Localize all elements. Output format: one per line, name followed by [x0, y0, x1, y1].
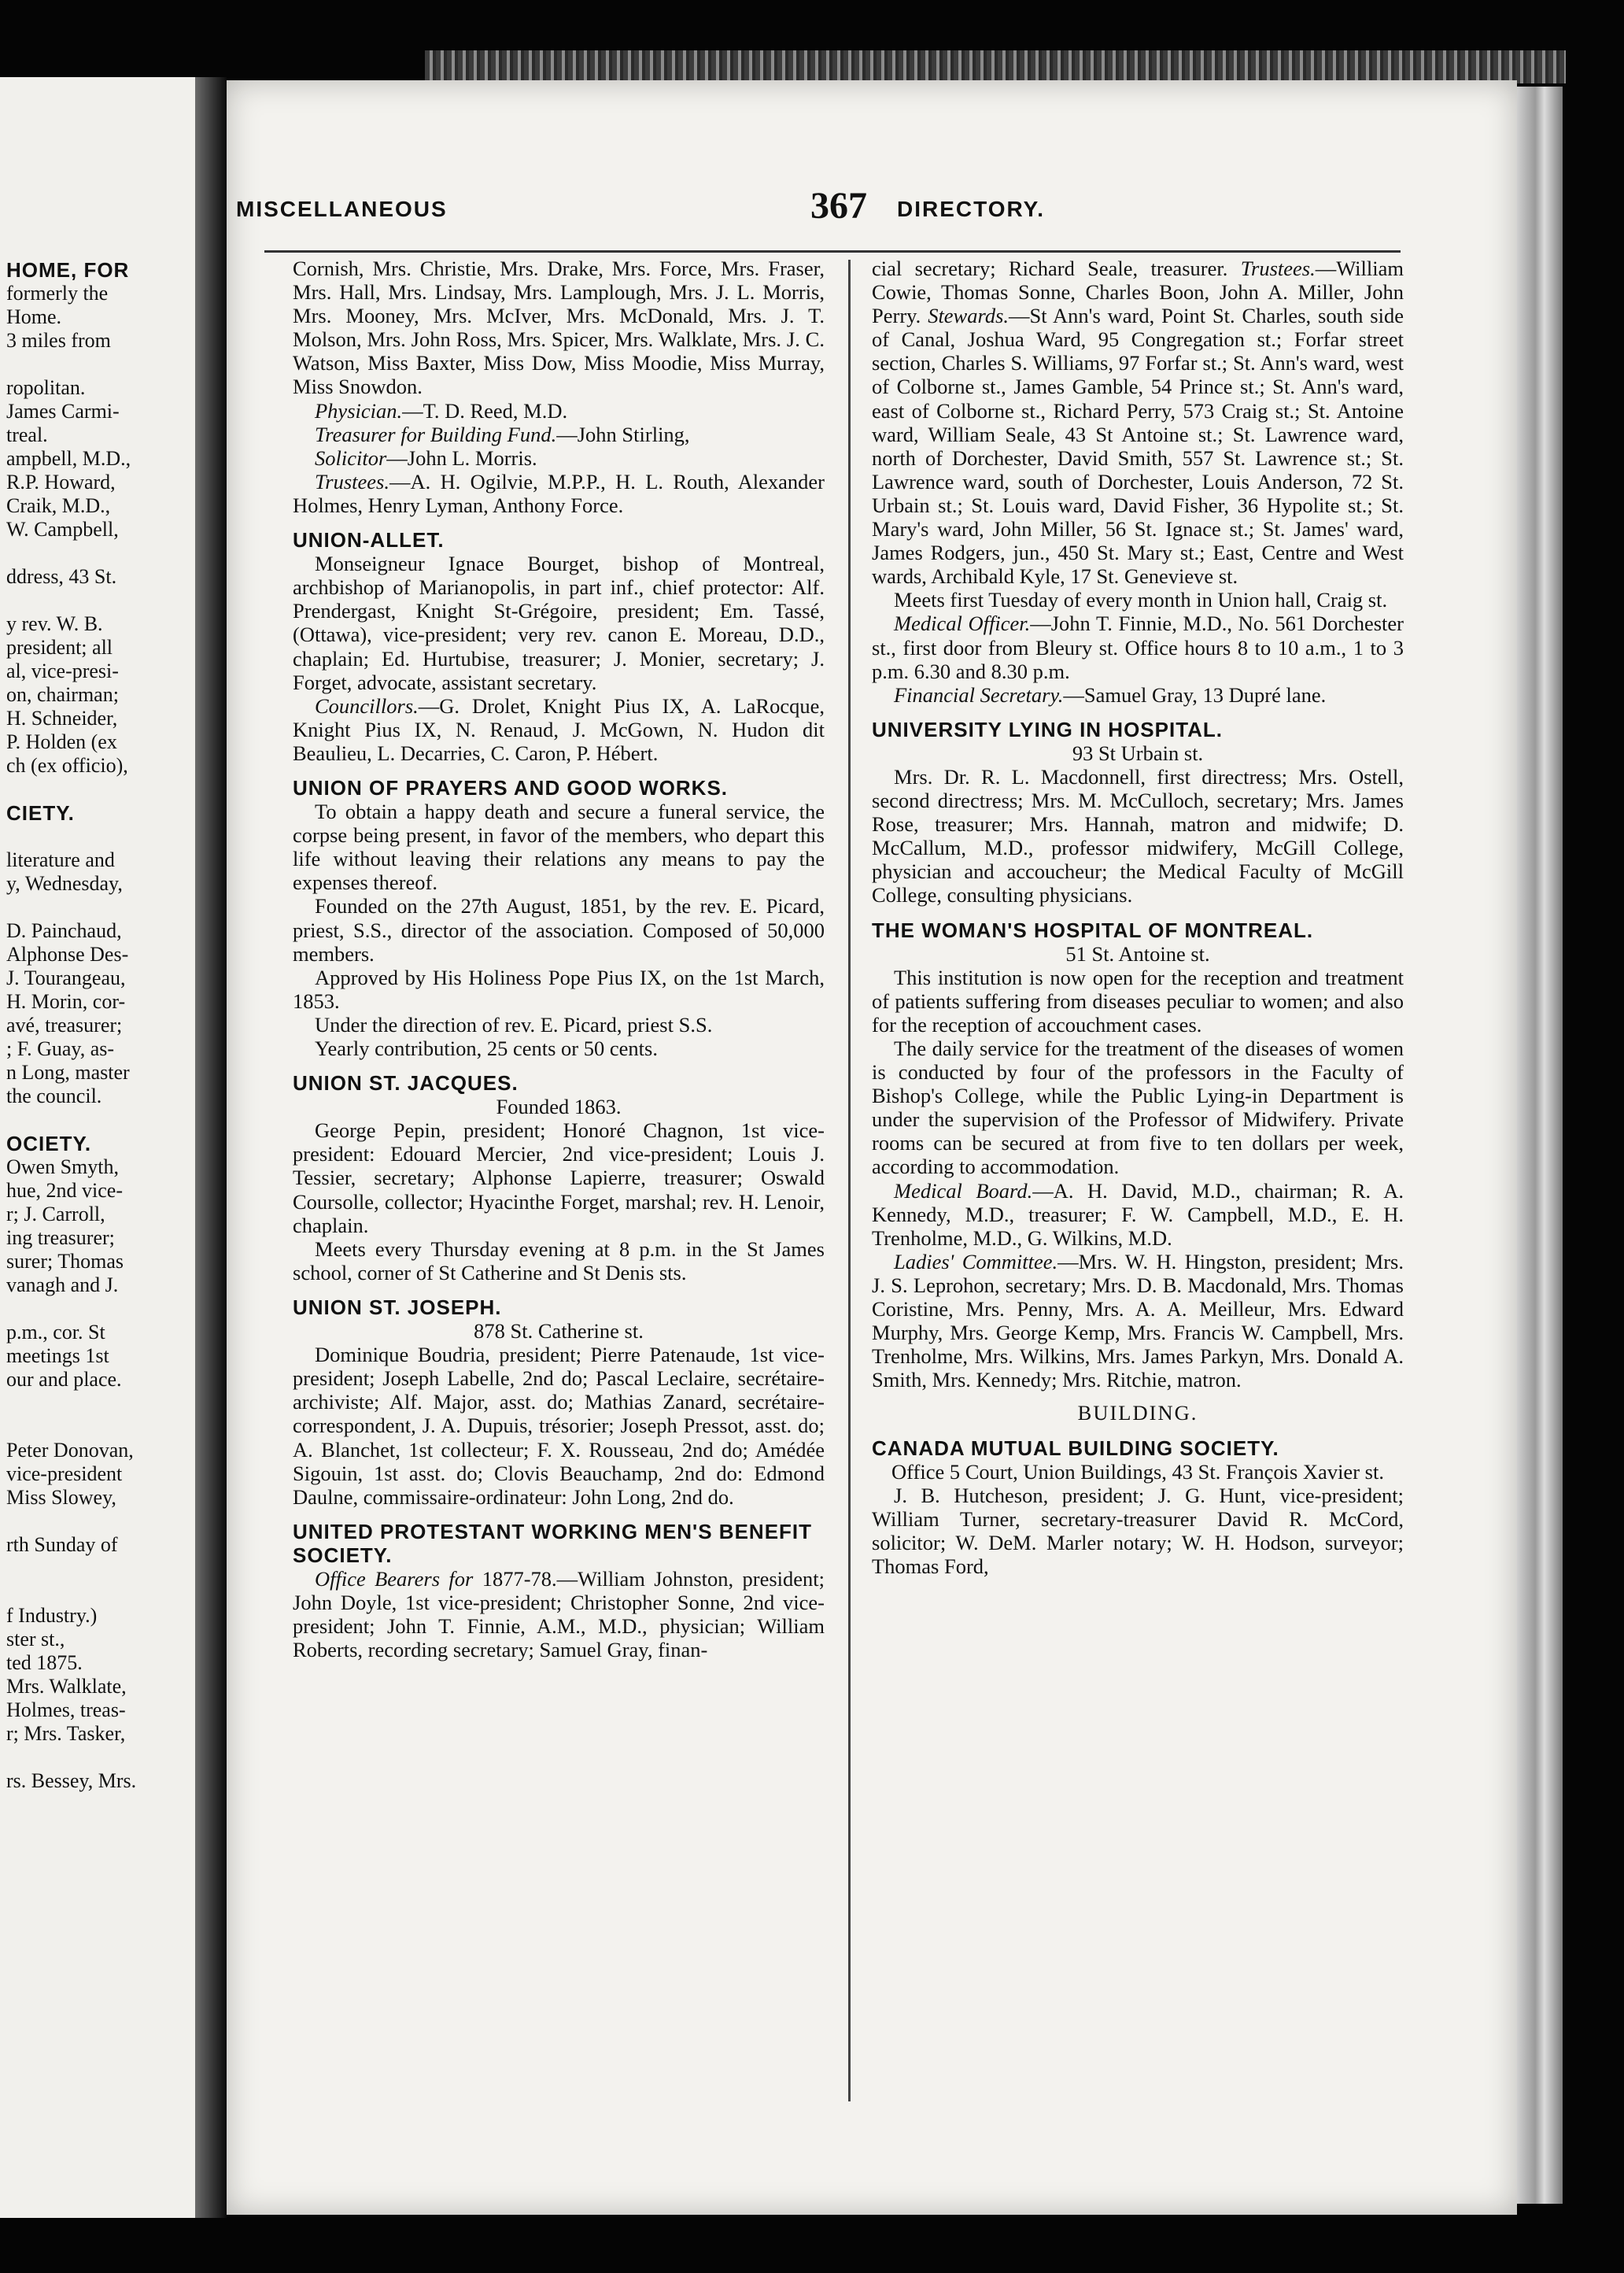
left-page-line: Alphonse Des-: [6, 943, 129, 966]
entry-label: Financial Secretary.: [894, 682, 1064, 707]
entry-value: —A. H. David, M.D., chairman; R. A. Kennedy, M.D., treasurer; F. W. Campbell, M.D., E. H. Trenholme, M.D., G. Wilkins, M.D.: [872, 1178, 1404, 1250]
page-edge-top: [425, 50, 1566, 83]
left-page-line: ster st.,: [6, 1628, 65, 1650]
left-page-line: surer; Thomas: [6, 1250, 124, 1273]
left-page-line: ampbell, M.D.,: [6, 447, 131, 470]
left-page-line: Owen Smyth,: [6, 1155, 119, 1178]
left-page-line: ing treasurer;: [6, 1226, 115, 1249]
entry-text: [872, 612, 1404, 682]
section-heading: UNION ST. JOSEPH.: [293, 1295, 502, 1319]
left-page-line: CIETY.: [6, 801, 75, 825]
entry-text: This institution is now open for the reception and treatment of patients suffering from diseases peculiar to women; and also for the reception of accouchment cases.: [872, 965, 1404, 1037]
left-page-line: president; all: [6, 636, 113, 659]
entry-value: —T. D. Reed, M.D.: [402, 398, 568, 423]
entry-value: cial secretary; Richard Seale, treasurer.: [872, 257, 1241, 280]
section-heading: UNION-ALLET.: [293, 528, 445, 553]
entry-value: 1877-78.—William Johnston, president; John Doyle, 1st vice-president; Christopher Sonne, 2nd vice-president; John T. Finnie, A.M., M.D., physician; William Roberts, recording secretary; Samuel Gray, finan-: [293, 1566, 825, 1662]
entry-text: Founded on the 27th August, 1851, by the rev. E. Picard, priest, S.S., director of the association. Composed of 50,000 members.: [293, 894, 825, 966]
left-page-line: rs. Bessey, Mrs.: [6, 1769, 137, 1792]
left-page-line: [6, 1746, 195, 1769]
left-page-line: the council.: [6, 1085, 102, 1107]
left-page-line: on, chairman;: [6, 683, 119, 706]
left-page-line: [6, 353, 195, 376]
left-page-line: vice-president: [6, 1462, 123, 1485]
entry-value: —John T. Finnie, M.D., No. 561 Dorchester st., first door from Bleury st. Office hours 8 to 10 a.m., 1 to 3 p.m. 6.30 and 8.30 p.m.: [872, 612, 1404, 683]
entry-label: Trustees.: [315, 469, 389, 493]
entry-label: Solicitor: [315, 445, 387, 470]
left-page-line: formerly the: [6, 282, 109, 305]
entry-text: Meets every Thursday evening at 8 p.m. in the St James school, corner of St Catherine and St Denis sts.: [293, 1236, 825, 1284]
left-page-line: [6, 778, 195, 801]
left-page-text: [6, 258, 195, 1793]
left-page-line: y, Wednesday,: [6, 872, 123, 895]
left-page-line: [6, 896, 195, 919]
entry-label: Councillors.: [315, 693, 419, 718]
section-heading: UNIVERSITY LYING IN HOSPITAL.: [872, 717, 1224, 741]
left-page-line: J. Tourangeau,: [6, 966, 126, 989]
left-page-line: [6, 589, 195, 612]
column-divider: [848, 260, 851, 2101]
left-page-line: vanagh and J.: [6, 1273, 119, 1296]
left-page-line: Miss Slowey,: [6, 1486, 116, 1509]
entry-label: Stewards.: [928, 304, 1009, 328]
entry-text: [872, 1250, 1404, 1392]
left-page-line: D. Painchaud,: [6, 919, 122, 942]
entry-label: Physician.: [315, 398, 403, 423]
left-page-line: al, vice-presi-: [6, 660, 119, 682]
entry-label: Medical Officer.: [894, 612, 1031, 636]
left-page-line: f Industry.): [6, 1604, 98, 1627]
section-heading: UNITED PROTESTANT WORKING MEN'S BENEFIT SOCIETY.: [293, 1519, 813, 1567]
entry-text: [293, 399, 825, 423]
left-page-line: Mrs. Walklate,: [6, 1675, 127, 1698]
left-page-line: [6, 825, 195, 848]
left-page-line: [6, 1510, 195, 1533]
entry-text: [293, 423, 825, 446]
left-page-line: ch (ex officio),: [6, 754, 128, 777]
entry-label: Office Bearers for: [315, 1566, 474, 1591]
left-page-line: avé, treasurer;: [6, 1014, 123, 1037]
entry-label: Medical Board.: [894, 1178, 1033, 1203]
page-edge-right: [1517, 87, 1563, 2204]
left-page-line: y rev. W. B.: [6, 612, 103, 635]
left-page-line: [6, 1557, 195, 1580]
left-page-line: ; F. Guay, as-: [6, 1037, 115, 1060]
running-header: [236, 186, 1416, 233]
entry-value: —A. H. Ogilvie, M.P.P., H. L. Routh, Alexander Holmes, Henry Lyman, Anthony Force.: [293, 469, 825, 517]
left-page-line: [6, 541, 195, 565]
header-left-word: MISCELLANEOUS: [236, 197, 448, 221]
column-right: [872, 257, 1404, 1578]
entry-text: J. B. Hutcheson, president; J. G. Hunt, vice-president; William Turner, secretary-treasurer David R. McCord, solicitor; W. DeM. Marler notary; W. H. Hodson, surveyor; Thomas Ford,: [872, 1483, 1404, 1578]
left-page-line: W. Campbell,: [6, 518, 119, 541]
entry-text: [293, 446, 825, 470]
entry-value: —St Ann's ward, Point St. Charles, south side of Canal, Joshua Ward, 95 Congregation st.; Forfar street section, Charles S. Williams, 97 Forfar st.; St. Ann's ward, west of Colborne st., James Gamble, 54 Prince st.; St. Ann's ward, east of Colborne st., Richard Perry, 573 Craig st.; St. Antoine ward, William Seale, 43 St Antoine st.; St. Lawrence ward, north of Dorchester, David Smith, 557 St. Lawrence st.; St. Lawrence ward, south of Dorchester, Louis Anderson, 72 St. Urbain st.; St. Louis ward, David Fisher, 36 Hypolite st.; St. Mary's ward, John Miller, 56 St. Ignace st.; St. James' ward, James Rodgers, jun., 450 St. Mary st.; East, Centre and West wards, Archibald Kyle, 17 St. Genevieve st.: [872, 304, 1404, 589]
entry-text: [872, 683, 1404, 707]
entry-value: —John L. Morris.: [386, 445, 537, 470]
entry-text: Meets first Tuesday of every month in Union hall, Craig st.: [894, 588, 1388, 612]
left-page-line: meetings 1st: [6, 1344, 109, 1367]
entry-address: 51 St. Antoine st.: [1065, 941, 1210, 966]
left-page-line: Home.: [6, 305, 62, 328]
left-page-line: ted 1875.: [6, 1651, 83, 1674]
section-heading: UNION OF PRAYERS AND GOOD WORKS.: [293, 775, 729, 800]
left-page-line: H. Morin, cor-: [6, 990, 126, 1013]
entry-label: Ladies' Committee.: [894, 1249, 1058, 1273]
entry-label: Treasurer for Building Fund.: [315, 422, 557, 446]
category-heading: BUILDING.: [1077, 1401, 1198, 1425]
entry-text: Monseigneur Ignace Bourget, bishop of Montreal, archbishop of Marianopolis, in part inf., chief protector: Alf. Prendergast, Knight St-Grégoire, president; Em. Tassé, (Ottawa), vice-president; very rev. canon E. Moreau, D.D., chaplain; Ed. Hurtubise, treasurer; J. Monier, secretary; J. Forget, advocate, assistant secretary.: [293, 552, 825, 694]
left-page-line: ddress, 43 St.: [6, 565, 117, 588]
page-number: 367: [810, 185, 867, 227]
left-page-line: HOME, FOR: [6, 258, 130, 282]
entry-address: 93 St Urbain st.: [1072, 741, 1204, 765]
left-page-line: OCIETY.: [6, 1132, 92, 1155]
entry-value: —John Stirling,: [556, 422, 690, 446]
left-page-line: [6, 1297, 195, 1321]
left-page-line: James Carmi-: [6, 400, 120, 423]
left-page-line: r; Mrs. Tasker,: [6, 1722, 126, 1745]
entry-text: Cornish, Mrs. Christie, Mrs. Drake, Mrs. Force, Mrs. Fraser, Mrs. Hall, Mrs. Lindsay, Mrs. Lamplough, Mrs. J. L. Morris, Mrs. Mooney, Mrs. McIver, Mrs. McDonald, Mrs. J. T. Molson, Mrs. John Ross, Mrs. Spicer, Mrs. Walklate, Mrs. J. C. Watson, Miss Baxter, Miss Dow, Miss Moodie, Miss Murray, Miss Snowdon.: [293, 257, 825, 399]
entry-text: [293, 694, 825, 765]
left-page-line: p.m., cor. St: [6, 1321, 105, 1343]
entry-value: —Samuel Gray, 13 Dupré lane.: [1063, 682, 1327, 707]
entry-text: Mrs. Dr. R. L. Macdonnell, first directress; Mrs. Ostell, second directress; Mrs. M. McCulloch, secretary; Mrs. James Rose, treasurer; Mrs. Hannah, matron and midwife; D. McCallum, M.D., professor midwifery, McGill College, physician and accoucheur; the Medical Faculty of McGill College, consulting physicians.: [872, 764, 1404, 907]
left-page-fragment: [0, 77, 197, 2218]
entry-text: Dominique Boudria, president; Pierre Patenaude, 1st vice-president; Joseph Labelle, 2nd do; Pascal Leclaire, secrétaire-archiviste; Alf. Major, asst. do; Mathias Zanard, secrétaire-correspondent, J. A. Dupuis, trésorier; Joseph Pressot, asst. do; A. Blanchet, 1st collecteur; F. X. Rousseau, 2nd do; Amédée Sigouin, 1st asst. do; Clovis Beauchamp, 2nd do: Edmond Daulne, commissaire-ordinateur: John Long, 2nd do.: [293, 1343, 825, 1509]
left-page-line: literature and: [6, 848, 115, 871]
left-page-line: rth Sunday of: [6, 1533, 118, 1556]
entry-value: —Mrs. W. H. Hingston, president; Mrs. J. S. Leprohon, secretary; Mrs. D. B. Macdonald, Mrs. Thomas Coristine, Mrs. Penny, Mrs. A. A. Meilleur, Mrs. Edward Murphy, Mrs. George Kemp, Mrs. Francis W. Campbell, Mrs. Trenholme, Mrs. Wilkins, Mrs. James Parkyn, Mrs. Donald A. Smith, Mrs. Kennedy; Mrs. Ritchie, matron.: [872, 1249, 1404, 1392]
column-left: [293, 257, 825, 1661]
entry-text: Under the direction of rev. E. Picard, priest S.S.: [315, 1012, 713, 1037]
entry-text: [293, 1567, 825, 1661]
entry-text: Approved by His Holiness Pope Pius IX, on the 1st March, 1853.: [293, 965, 825, 1013]
left-page-line: [6, 1415, 195, 1439]
book-gutter: [195, 77, 227, 2218]
section-heading: THE WOMAN'S HOSPITAL OF MONTREAL.: [872, 918, 1314, 942]
entry-text: Yearly contribution, 25 cents or 50 cents.: [315, 1037, 658, 1060]
entry-text: To obtain a happy death and secure a funeral service, the corpse being present, in favor of the members, who depart this life without leaving their relations any means to pay the expenses thereof.: [293, 800, 825, 895]
left-page-line: hue, 2nd vice-: [6, 1179, 124, 1202]
section-heading: CANADA MUTUAL BUILDING SOCIETY.: [872, 1436, 1279, 1460]
entry-address: Office 5 Court, Union Buildings, 43 St. François Xavier st.: [891, 1459, 1384, 1484]
entry-text: The daily service for the treatment of the diseases of women is conducted by four of the professors in the Faculty of Bishop's College, while the Public Lying-in Department is under the supervision of the Professor of Midwifery. Private rooms can be secured at from five to ten dollars per week, according to accommodation.: [872, 1037, 1404, 1179]
left-page-line: [6, 1392, 195, 1415]
entry-value: —William Cowie, Thomas Sonne, Charles Boon, John A. Miller, John Perry.: [872, 257, 1404, 328]
entry-text: George Pepin, president; Honoré Chagnon, 1st vice-president: Edouard Mercier, 2nd vice-president; Louis J. Tessier, secretary; Alphonse Lapierre, treasurer; Oswald Coursolle, collector; Hyacinthe Forget, marshal; rev. H. Lenoir, chaplain.: [293, 1118, 825, 1237]
header-rule: [264, 250, 1401, 253]
entry-text: [293, 470, 825, 517]
left-page-line: Peter Donovan,: [6, 1439, 134, 1462]
left-page-line: [6, 1580, 195, 1604]
left-page-line: 3 miles from: [6, 329, 111, 352]
entry-text: [872, 1179, 1404, 1250]
left-page-line: P. Holden (ex: [6, 730, 117, 753]
left-page-line: H. Schneider,: [6, 707, 118, 730]
left-page-line: Craik, M.D.,: [6, 494, 111, 517]
section-heading: UNION ST. JACQUES.: [293, 1071, 519, 1096]
left-page-line: our and place.: [6, 1368, 122, 1391]
left-page-line: r; J. Carroll,: [6, 1203, 105, 1225]
left-page-line: R.P. Howard,: [6, 471, 116, 493]
entry-subtitle: Founded 1863.: [496, 1095, 622, 1119]
left-page-line: n Long, master: [6, 1061, 130, 1084]
entry-label: Trustees.: [1240, 257, 1316, 280]
left-page-line: [6, 1108, 195, 1132]
left-page-line: Holmes, treas-: [6, 1698, 126, 1721]
left-page-line: treal.: [6, 423, 48, 446]
entry-text: [872, 257, 1404, 588]
entry-value: —G. Drolet, Knight Pius IX, A. LaRocque, Knight Pius IX, N. Renaud, J. McGown, N. Hudon dit Beaulieu, L. Decarries, C. Caron, P. Hébert.: [293, 693, 825, 765]
left-page-line: ropolitan.: [6, 376, 86, 399]
entry-address: 878 St. Catherine st.: [474, 1319, 644, 1343]
header-right-word: DIRECTORY.: [897, 197, 1046, 221]
